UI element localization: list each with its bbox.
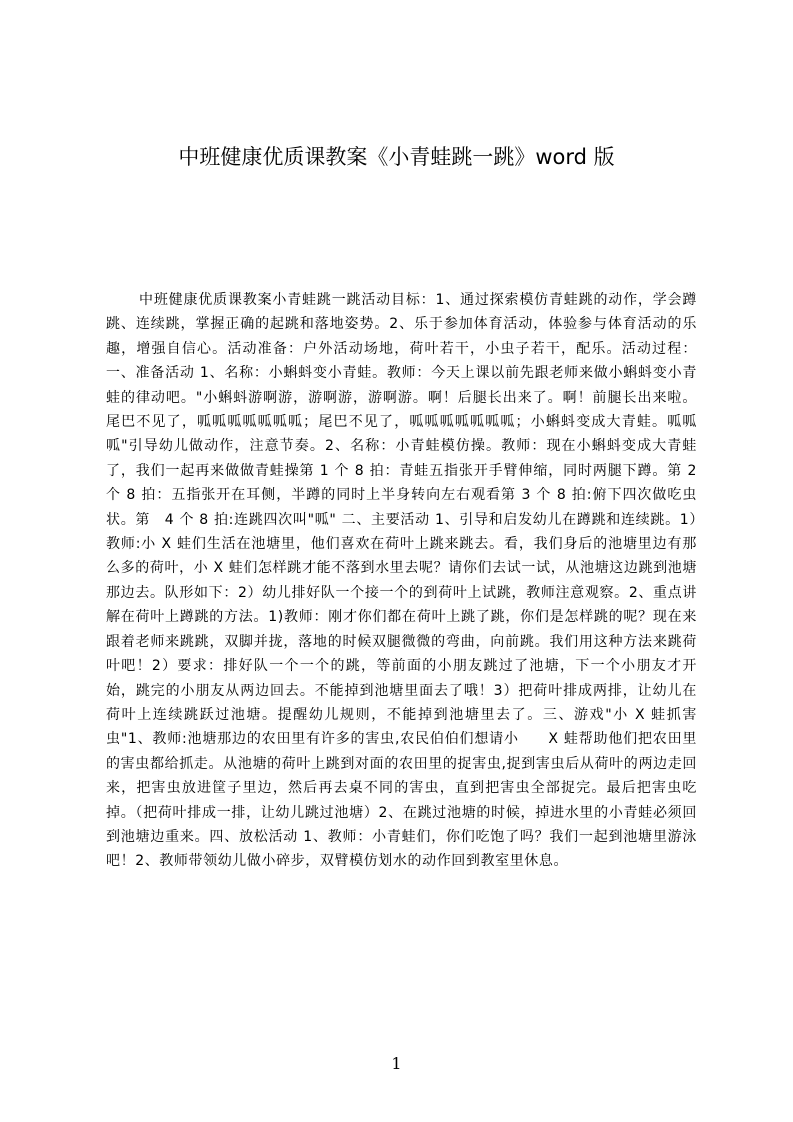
page-number: 1 [391, 1054, 402, 1073]
document-body-paragraph: 中班健康优质课教案小青蛙跳一跳活动目标：1、通过探索模仿青蛙跳的动作，学会蹲跳、连续跳，掌握正确的起跳和落地姿势。2、乐于参加体育活动，体验参与体育活动的乐趣，增强自信心。活动准备：户外活动场地，荷叶若干，小虫子若干，配乐。活动过程：一、准备活动 1、名称：小蝌蚪变小青蛙。教师：今天上课以前先跟老师来做小蝌蚪变小青蛙的律动吧。"小蝌蚪游啊游，游啊游，游啊游。啊！后腿长出来了。啊！前腿长出来啦。尾巴不见了，呱呱呱呱呱呱呱；尾巴不见了，呱呱呱呱呱呱呱；小蝌蚪变成大青蛙。呱呱呱"引导幼儿做动作，注意节奏。2、名称：小青蛙模仿操。教师：现在小蝌蚪变成大青蛙了，我们一起再来做做青蛙操第 1 个 8 拍：青蛙五指张开手臂伸缩，同时两腿下蹲。第 2 个 8 拍：五指张开在耳侧，半蹲的同时上半身转向左右观看第 3 个 8 拍:俯下四次做吃虫状。第 4 个 8 拍:连跳四次叫"呱" 二、主要活动 1、引导和启发幼儿在蹲跳和连续跳。1）教师:小 X 蛙们生活在池塘里，他们喜欢在荷叶上跳来跳去。看，我们身后的池塘里边有那么多的荷叶，小 X 蛙们怎样跳才能不落到水里去呢？请你们去试一试，从池塘这边跳到池塘那边去。队形如下：2）幼儿排好队一个接一个的到荷叶上试跳，教师注意观察。2、重点讲解在荷叶上蹲跳的方法。1)教师：刚才你们都在荷叶上跳了跳，你们是怎样跳的呢？现在来跟着老师来跳跳，双脚并拢，落地的时候双腿微微的弯曲，向前跳。我们用这种方法来跳荷叶吧！2）要求：排好队一个一个的跳，等前面的小朋友跳过了池塘，下一个小朋友才开始，跳完的小朋友从两边回去。不能掉到池塘里面去了哦！3）把荷叶排成两排，让幼儿在荷叶上连续跳跃过池塘。提醒幼儿规则，不能掉到池塘里去了。三、游戏"小 X 蛙抓害虫"1、教师:池塘那边的农田里有许多的害虫,农民伯伯们想请小 X 蛙帮助他们把农田里的害虫都给抓走。从池塘的荷叶上跳到对面的农田里的捉害虫,捉到害虫后从荷叶的两边走回来，把害虫放进筐子里边，然后再去桌不同的害虫，直到把害虫全部捉完。最后把害虫吃掉。（把荷叶排成一排，让幼儿跳过池塘）2、在跳过池塘的时候，掉进水里的小青蛙必须回到池塘边重来。四、放松活动 1、教师：小青蛙们，你们吃饱了吗？我们一起到池塘里游泳吧！2、教师带领幼儿做小碎步，双臂模仿划水的动作回到教室里休息。 [106, 292, 697, 870]
document-title: 中班健康优质课教案《小青蛙跳一跳》word 版 [178, 145, 615, 169]
